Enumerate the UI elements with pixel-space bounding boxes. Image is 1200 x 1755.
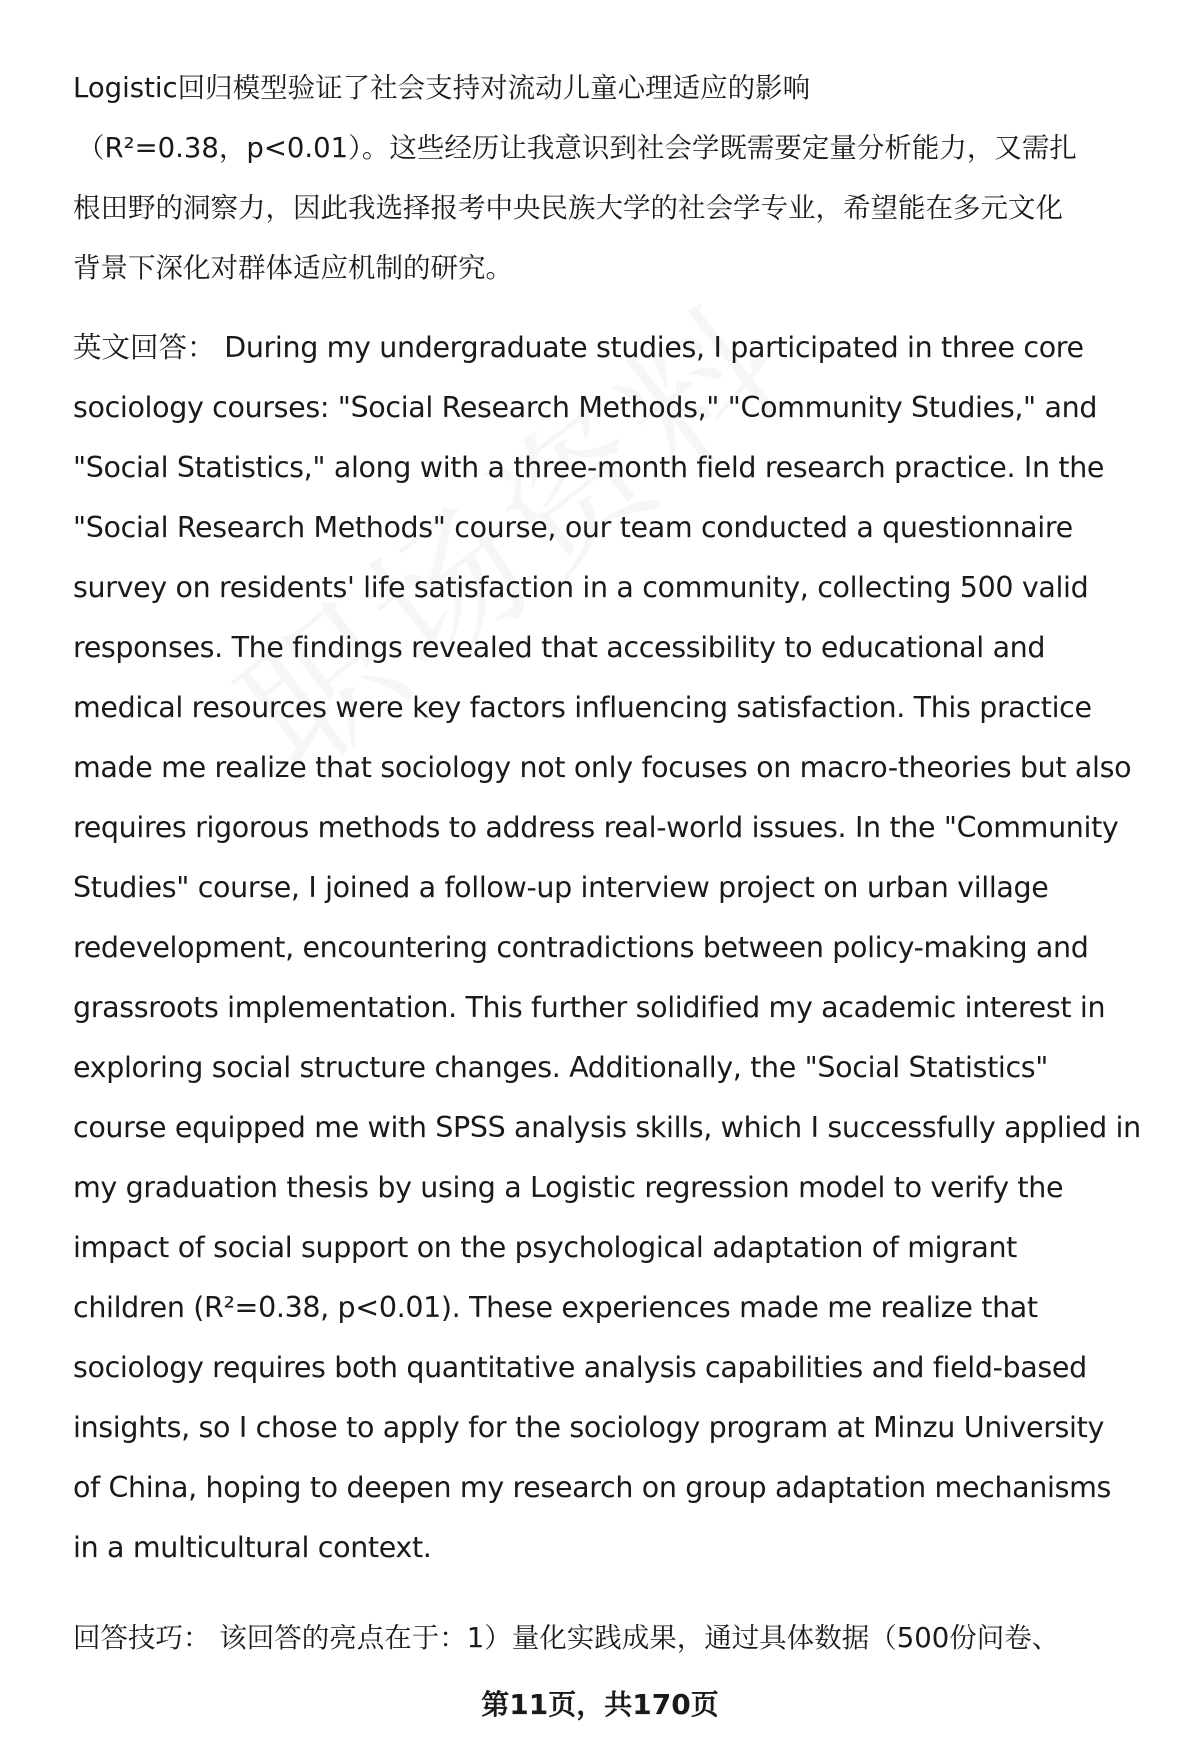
english-line: Studies" course, I joined a follow-up interview project on urban village: [73, 871, 1049, 904]
english-line: grassroots implementation. This further solidified my academic interest in: [73, 991, 1106, 1024]
english-line: [73, 318, 1163, 378]
english-answer-label: 英文回答：: [73, 331, 216, 364]
intro-line: 背景下深化对群体适应机制的研究。: [73, 252, 513, 284]
english-line: "Social Statistics," along with a three-month field research practice. In the: [73, 451, 1105, 484]
english-line: my graduation thesis by using a Logistic regression model to verify the: [73, 1171, 1064, 1204]
english-line: exploring social structure changes. Additionally, the "Social Statistics": [73, 1051, 1049, 1084]
tip-line: [73, 1608, 1163, 1668]
page-number: 第11页，共170页: [481, 1688, 719, 1721]
english-line-text: During my undergraduate studies, I participated in three core: [224, 331, 1084, 364]
english-line: responses. The findings revealed that accessibility to educational and: [73, 631, 1046, 664]
intro-line: 根田野的洞察力，因此我选择报考中央民族大学的社会学专业，希望能在多元文化: [73, 192, 1063, 224]
intro-paragraph: [73, 58, 1163, 298]
english-line: insights, so I chose to apply for the sociology program at Minzu University: [73, 1411, 1104, 1444]
english-line: sociology requires both quantitative analysis capabilities and field-based: [73, 1351, 1087, 1384]
answer-tip-paragraph: [73, 1608, 1163, 1668]
english-line: made me realize that sociology not only focuses on macro-theories but also: [73, 751, 1132, 784]
english-line: impact of social support on the psychological adaptation of migrant: [73, 1231, 1017, 1264]
english-line: course equipped me with SPSS analysis skills, which I successfully applied in: [73, 1111, 1141, 1144]
english-line: medical resources were key factors influencing satisfaction. This practice: [73, 691, 1092, 724]
intro-line: Logistic回归模型验证了社会支持对流动儿童心理适应的影响: [73, 72, 811, 104]
english-line: "Social Research Methods" course, our team conducted a questionnaire: [73, 511, 1073, 544]
english-line: in a multicultural context.: [73, 1531, 432, 1564]
tip-label: 回答技巧：: [73, 1622, 211, 1654]
english-line: survey on residents' life satisfaction in a community, collecting 500 valid: [73, 571, 1089, 604]
english-line: of China, hoping to deepen my research on group adaptation mechanisms: [73, 1471, 1111, 1504]
tip-text: 该回答的亮点在于：1）量化实践成果，通过具体数据（500份问卷、: [219, 1622, 1060, 1654]
english-line: requires rigorous methods to address real-world issues. In the "Community: [73, 811, 1119, 844]
english-line: children (R²=0.38, p<0.01). These experiences made me realize that: [73, 1291, 1038, 1324]
english-line: redevelopment, encountering contradictions between policy-making and: [73, 931, 1089, 964]
english-line: sociology courses: "Social Research Methods," "Community Studies," and: [73, 391, 1098, 424]
intro-line: （R²=0.38，p<0.01）。这些经历让我意识到社会学既需要定量分析能力，又需扎: [77, 132, 1077, 164]
english-answer-paragraph: [73, 318, 1163, 1578]
